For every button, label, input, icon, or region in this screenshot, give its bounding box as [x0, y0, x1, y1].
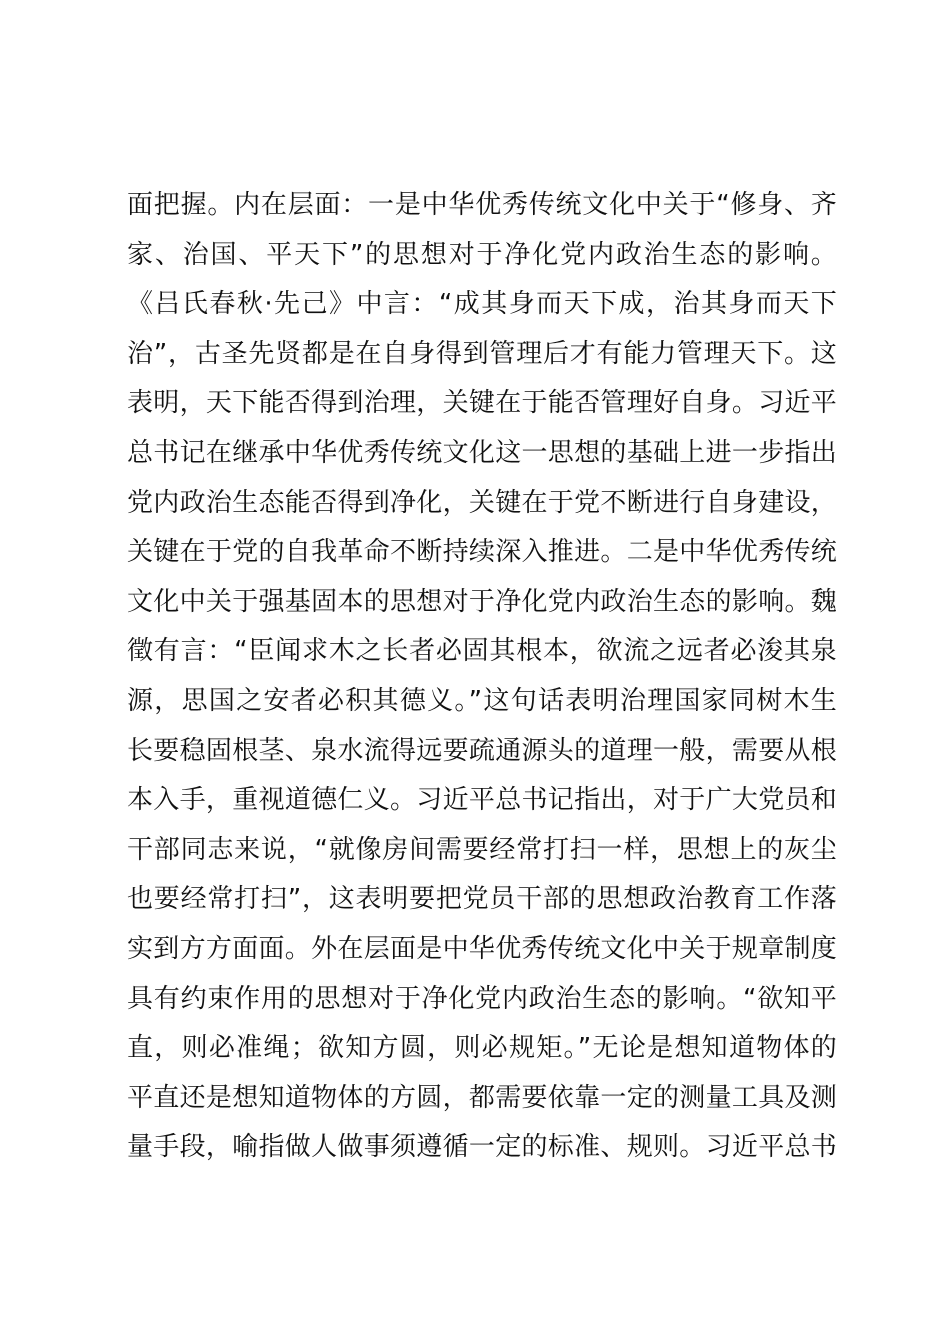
text-line: 家、治国、平天下”的思想对于净化党内政治生态的影响。	[127, 239, 837, 270]
text-line: 徵有言：“臣闻求木之长者必固其根本，欲流之远者必浚其泉	[127, 636, 837, 667]
text-line: 总书记在继承中华优秀传统文化这一思想的基础上进一步指出	[127, 437, 837, 468]
text-line: 量手段，喻指做人做事须遵循一定的标准、规则。习近平总书	[127, 1132, 837, 1163]
text-line: 源，思国之安者必积其德义。”这句话表明治理国家同树木生	[127, 685, 837, 716]
text-line: 具有约束作用的思想对于净化党内政治生态的影响。“欲知平	[127, 983, 837, 1014]
text-line: 关键在于党的自我革命不断持续深入推进。二是中华优秀传统	[127, 537, 837, 568]
text-line: 干部同志来说，“就像房间需要经常打扫一样，思想上的灰尘	[127, 834, 837, 865]
text-line: 本入手，重视道德仁义。习近平总书记指出，对于广大党员和	[127, 785, 837, 816]
body-paragraph	[127, 181, 837, 1173]
text-line: 长要稳固根茎、泉水流得远要疏通源头的道理一般，需要从根	[127, 735, 837, 766]
text-line: 党内政治生态能否得到净化，关键在于党不断进行自身建设，	[127, 487, 837, 518]
text-line: 治”，古圣先贤都是在自身得到管理后才有能力管理天下。这	[127, 338, 837, 369]
text-line: 《吕氏春秋·先己》中言：“成其身而天下成，治其身而天下	[127, 289, 837, 320]
text-line: 直，则必准绳；欲知方圆，则必规矩。”无论是想知道物体的	[127, 1033, 837, 1064]
text-line: 平直还是想知道物体的方圆，都需要依靠一定的测量工具及测	[127, 1082, 837, 1113]
text-line: 表明，天下能否得到治理，关键在于能否管理好自身。习近平	[127, 388, 837, 419]
text-line: 面把握。内在层面：一是中华优秀传统文化中关于“修身、齐	[127, 190, 837, 220]
text-line: 也要经常打扫”，这表明要把党员干部的思想政治教育工作落	[127, 884, 837, 915]
text-line: 文化中关于强基固本的思想对于净化党内政治生态的影响。魏	[127, 586, 837, 617]
text-line: 实到方方面面。外在层面是中华优秀传统文化中关于规章制度	[127, 933, 837, 964]
